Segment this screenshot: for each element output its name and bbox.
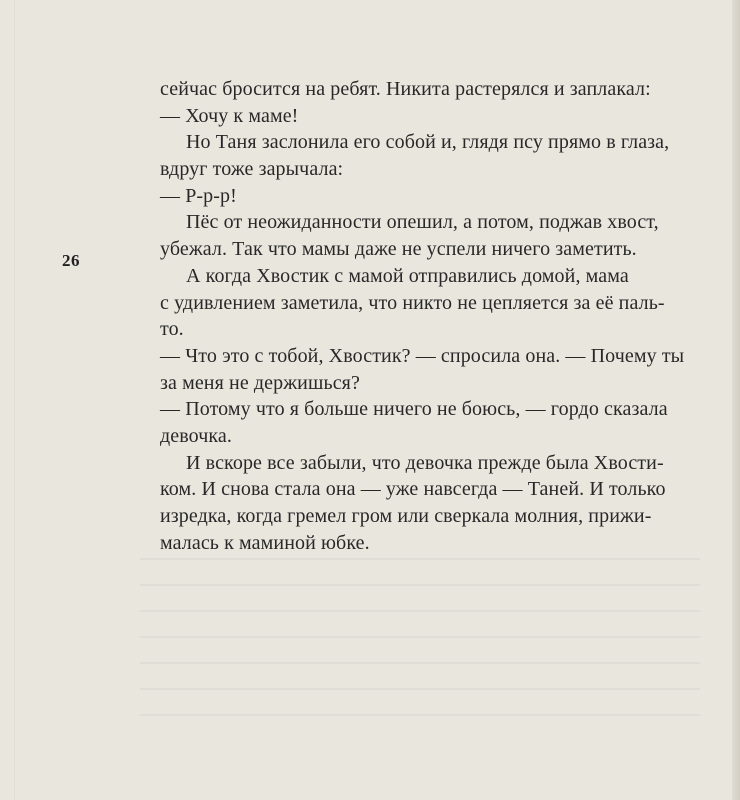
- text-line: Но Таня заслонила его собой и, глядя псу прямо в глаза,: [186, 131, 670, 154]
- text-line: изредка, когда гремел гром или сверкала молния, прижи-: [160, 505, 652, 527]
- page-edge: [732, 0, 740, 800]
- page-gutter: [14, 0, 15, 800]
- text-line: за меня не держишься?: [160, 371, 360, 394]
- text-line: — Что это с тобой, Хвостик? — спросила она. — Почему ты: [160, 344, 685, 367]
- text-line: Пёс от неожиданности опешил, а потом, поджав хвост,: [186, 211, 659, 234]
- text-line: то.: [160, 318, 184, 341]
- text-line: А когда Хвостик с мамой отправились домой, мама: [186, 264, 629, 287]
- text-line: — Потому что я больше ничего не боюсь, — гордо сказала: [160, 398, 668, 421]
- text-line: — Р-р-р!: [160, 184, 237, 207]
- text-line: вдруг тоже зарычала:: [160, 158, 344, 181]
- text-line: сейчас бросится на ребят. Никита растерялся и заплакал:: [160, 78, 651, 100]
- text-line: малась к маминой юбке.: [160, 531, 370, 554]
- text-line: с удивлением заметила, что никто не цепляется за её паль-: [160, 291, 665, 314]
- body-text: [160, 76, 700, 556]
- text-line: — Хочу к маме!: [160, 104, 299, 127]
- bleed-through-texture: [140, 540, 700, 740]
- text-line: И вскоре все забыли, что девочка прежде была Хвости-: [186, 451, 664, 474]
- page-number: 26: [62, 251, 80, 270]
- text-line: убежал. Так что мамы даже не успели ничего заметить.: [160, 238, 637, 261]
- text-line: ком. И снова стала она — уже навсегда — Таней. И только: [160, 478, 666, 501]
- text-line: девочка.: [160, 424, 232, 447]
